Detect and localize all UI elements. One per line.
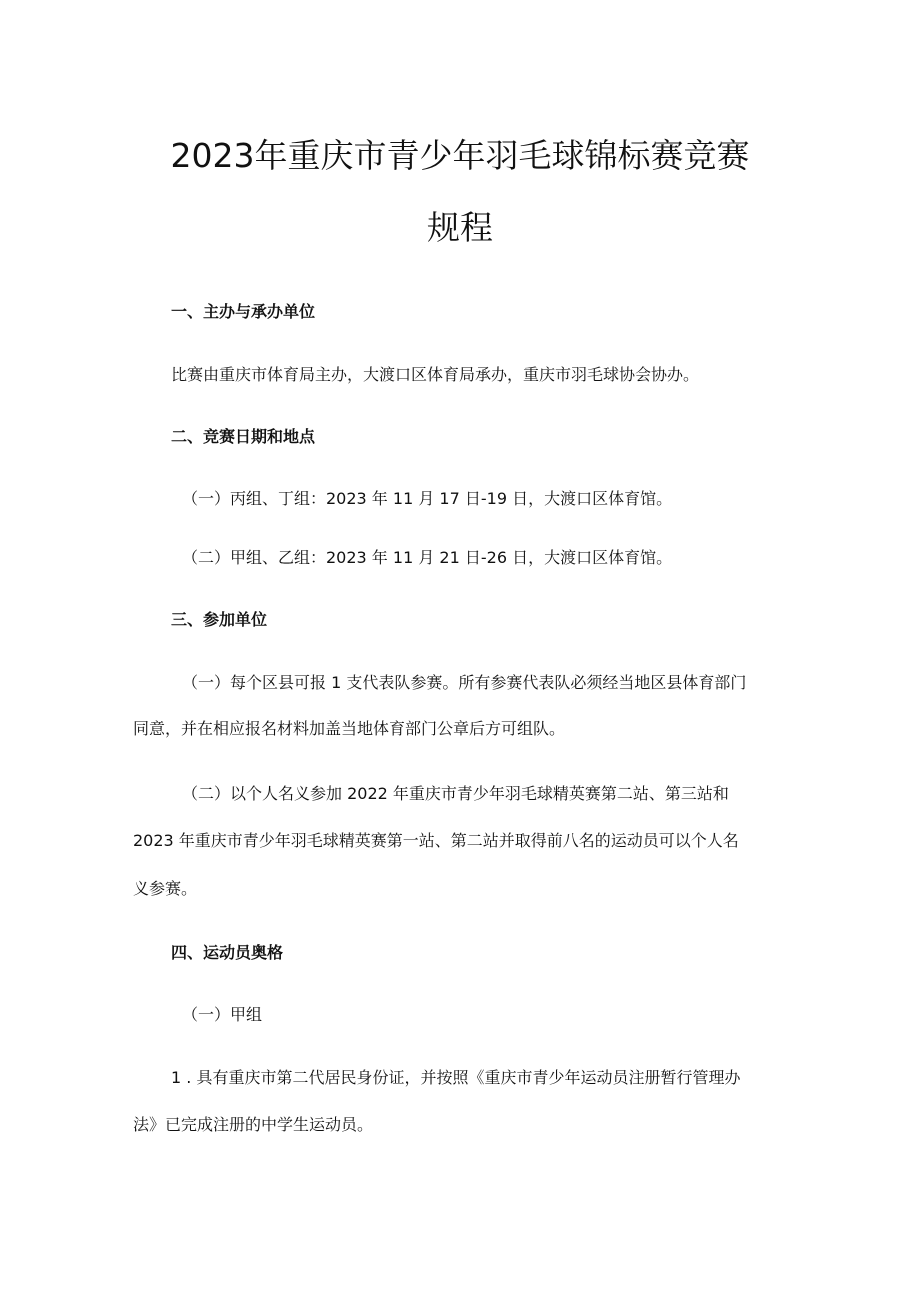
document-title-line-1: 2023年重庆市青少年羽毛球锦标赛竞赛 [170, 136, 750, 175]
section-heading-date-venue: 二、竞赛日期和地点 [171, 427, 316, 446]
section-heading-organizers: 一、主办与承办单位 [171, 302, 316, 321]
section-heading-participants: 三、参加单位 [171, 610, 268, 629]
eligibility-subheading-group-a: （一）甲组 [182, 1005, 263, 1024]
eligibility-item-1-line-2: 法》已完成注册的中学生运动员。 [133, 1115, 374, 1134]
participants-item-1-line-2: 同意，并在相应报名材料加盖当地体育部门公章后方可组队。 [133, 719, 566, 738]
participants-item-2-line-2: 2023 年重庆市青少年羽毛球精英赛第一站、第二站并取得前八名的运动员可以个人名 [133, 831, 739, 850]
document-title-line-2: 规程 [427, 208, 493, 247]
participants-item-2-line-1: （二）以个人名义参加 2022 年重庆市青少年羽毛球精英赛第二站、第三站和 [182, 784, 729, 803]
participants-item-2-line-3: 义参赛。 [133, 879, 198, 898]
section-heading-eligibility: 四、运动员奥格 [171, 943, 284, 962]
organizers-paragraph: 比赛由重庆市体育局主办，大渡口区体育局承办，重庆市羽毛球协会协办。 [171, 365, 700, 384]
date-venue-item-1: （一）丙组、丁组：2023 年 11 月 17 日-19 日，大渡口区体育馆。 [182, 489, 673, 508]
eligibility-item-1-line-1: 1 . 具有重庆市第二代居民身份证，并按照《重庆市青少年运动员注册暂行管理办 [171, 1068, 741, 1087]
date-venue-item-2: （二）甲组、乙组：2023 年 11 月 21 日-26 日，大渡口区体育馆。 [182, 548, 673, 567]
participants-item-1-line-1: （一）每个区县可报 1 支代表队参赛。所有参赛代表队必须经当地区县体育部门 [182, 673, 747, 692]
